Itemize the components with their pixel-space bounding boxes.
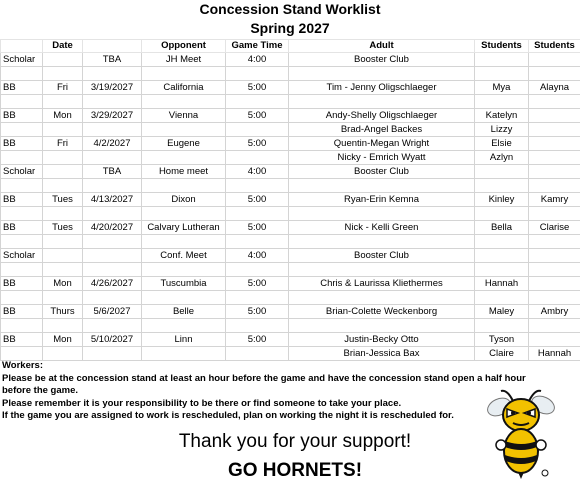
student-cell-2 (529, 109, 580, 123)
event-type-cell: BB (1, 137, 43, 151)
student-cell-2 (529, 249, 580, 263)
day-cell: Fri (43, 137, 83, 151)
adult-cell (289, 207, 475, 221)
table-row (1, 305, 580, 319)
student-cell-1: Lizzy (475, 123, 529, 137)
notes-line: If the game you are assigned to work is rescheduled, plan on working the night it is rescheduled for. (2, 410, 454, 421)
table-row (1, 109, 580, 123)
col-header-students-2: Students (529, 40, 580, 53)
date-cell (83, 67, 142, 81)
event-type-cell: BB (1, 193, 43, 207)
date-cell: 4/20/2027 (83, 221, 142, 235)
table-row (1, 193, 580, 207)
event-type-cell: BB (1, 221, 43, 235)
table-row (1, 67, 580, 81)
game-time-cell (226, 67, 289, 81)
table-row (1, 291, 580, 305)
event-type-cell: BB (1, 109, 43, 123)
student-cell-1: Azlyn (475, 151, 529, 165)
thanks-text: Thank you for your support! (178, 431, 412, 452)
hornet-mascot-icon (485, 385, 557, 480)
student-cell-1 (475, 67, 529, 81)
student-cell-2: Hannah (529, 347, 580, 361)
student-cell-2 (529, 67, 580, 81)
student-cell-1: Maley (475, 305, 529, 319)
day-cell (43, 151, 83, 165)
opponent-cell (142, 319, 226, 333)
student-cell-1 (475, 95, 529, 109)
student-cell-2: Kamry (529, 193, 580, 207)
day-cell (43, 291, 83, 305)
student-cell-1: Claire (475, 347, 529, 361)
game-time-cell: 5:00 (226, 81, 289, 95)
date-cell (83, 291, 142, 305)
worklist-table (0, 39, 580, 361)
table-row (1, 235, 580, 249)
adult-cell: Nick - Kelli Green (289, 221, 475, 235)
opponent-cell (142, 67, 226, 81)
opponent-cell (142, 347, 226, 361)
table-row (1, 151, 580, 165)
date-cell (83, 347, 142, 361)
student-cell-2 (529, 137, 580, 151)
col-header-date: Date (43, 40, 83, 53)
date-cell (83, 151, 142, 165)
student-cell-1: Elsie (475, 137, 529, 151)
workers-notes (2, 360, 562, 423)
student-cell-2: Ambry (529, 305, 580, 319)
game-time-cell (226, 263, 289, 277)
day-cell (43, 179, 83, 193)
opponent-cell: Conf. Meet (142, 249, 226, 263)
student-cell-1 (475, 319, 529, 333)
event-type-cell (1, 151, 43, 165)
table-row (1, 81, 580, 95)
game-time-cell (226, 235, 289, 249)
adult-cell: Brian-Colette Weckenborg (289, 305, 475, 319)
day-cell (43, 67, 83, 81)
col-header-opponent: Opponent (142, 40, 226, 53)
day-cell: Mon (43, 277, 83, 291)
student-cell-2: Alayna (529, 81, 580, 95)
game-time-cell (226, 207, 289, 221)
opponent-cell: Calvary Lutheran (142, 221, 226, 235)
game-time-cell (226, 151, 289, 165)
day-cell: Mon (43, 333, 83, 347)
game-time-cell (226, 179, 289, 193)
opponent-cell: JH Meet (142, 53, 226, 67)
date-cell: TBA (83, 165, 142, 179)
adult-cell (289, 235, 475, 249)
game-time-cell (226, 95, 289, 109)
date-cell: 4/26/2027 (83, 277, 142, 291)
student-cell-1 (475, 179, 529, 193)
table-row (1, 277, 580, 291)
day-cell (43, 123, 83, 137)
notes-line: before the game. (2, 385, 79, 396)
day-cell: Tues (43, 221, 83, 235)
opponent-cell: Dixon (142, 193, 226, 207)
event-type-cell (1, 123, 43, 137)
day-cell (43, 95, 83, 109)
page-subtitle: Spring 2027 (250, 20, 330, 36)
opponent-cell: Home meet (142, 165, 226, 179)
game-time-cell: 5:00 (226, 221, 289, 235)
opponent-cell: Eugene (142, 137, 226, 151)
adult-cell: Brian-Jessica Bax (289, 347, 475, 361)
day-cell (43, 165, 83, 179)
student-cell-2 (529, 179, 580, 193)
student-cell-2: Clarise (529, 221, 580, 235)
day-cell (43, 235, 83, 249)
opponent-cell: Vienna (142, 109, 226, 123)
day-cell (43, 53, 83, 67)
adult-cell: Booster Club (289, 249, 475, 263)
table-row (1, 123, 580, 137)
adult-cell: Tim - Jenny Oligschlaeger (289, 81, 475, 95)
page-title: Concession Stand Worklist (199, 1, 381, 17)
student-cell-2 (529, 207, 580, 221)
adult-cell: Nicky - Emrich Wyatt (289, 151, 475, 165)
game-time-cell: 4:00 (226, 165, 289, 179)
student-cell-1: Hannah (475, 277, 529, 291)
student-cell-2 (529, 319, 580, 333)
opponent-cell: Belle (142, 305, 226, 319)
student-cell-1 (475, 207, 529, 221)
event-type-cell (1, 95, 43, 109)
day-cell (43, 207, 83, 221)
adult-cell: Brad-Angel Backes (289, 123, 475, 137)
date-cell (83, 123, 142, 137)
day-cell: Fri (43, 81, 83, 95)
table-row (1, 319, 580, 333)
table-row (1, 137, 580, 151)
student-cell-2 (529, 95, 580, 109)
col-header-students-1: Students (475, 40, 529, 53)
date-cell (83, 319, 142, 333)
date-cell (83, 207, 142, 221)
student-cell-1: Kinley (475, 193, 529, 207)
date-cell (83, 263, 142, 277)
student-cell-2 (529, 165, 580, 179)
event-type-cell (1, 291, 43, 305)
adult-cell: Ryan-Erin Kemna (289, 193, 475, 207)
col-header-adult: Adult (289, 40, 475, 53)
opponent-cell: Tuscumbia (142, 277, 226, 291)
student-cell-1 (475, 291, 529, 305)
game-time-cell: 5:00 (226, 305, 289, 319)
notes-line: Please remember it is your responsibility to be there or find someone to take your place. (2, 397, 402, 409)
game-time-cell: 5:00 (226, 193, 289, 207)
table-row (1, 53, 580, 67)
date-cell (83, 95, 142, 109)
date-cell: TBA (83, 53, 142, 67)
table-row (1, 165, 580, 179)
event-type-cell: BB (1, 333, 43, 347)
student-cell-1: Katelyn (475, 109, 529, 123)
date-cell: 3/19/2027 (83, 81, 142, 95)
opponent-cell (142, 207, 226, 221)
table-row (1, 95, 580, 109)
student-cell-2 (529, 277, 580, 291)
adult-cell (289, 95, 475, 109)
table-row (1, 249, 580, 263)
event-type-cell (1, 347, 43, 361)
adult-cell (289, 67, 475, 81)
opponent-cell (142, 291, 226, 305)
table-body (1, 53, 580, 361)
adult-cell: Booster Club (289, 53, 475, 67)
student-cell-1 (475, 235, 529, 249)
date-cell (83, 249, 142, 263)
student-cell-2 (529, 263, 580, 277)
col-header-game-time: Game Time (226, 40, 289, 53)
date-cell: 5/6/2027 (83, 305, 142, 319)
opponent-cell: Linn (142, 333, 226, 347)
event-type-cell: Scholar (1, 165, 43, 179)
day-cell (43, 249, 83, 263)
adult-cell: Chris & Laurissa Kliethermes (289, 277, 475, 291)
col-header-date-value (83, 40, 142, 53)
student-cell-1: Tyson (475, 333, 529, 347)
adult-cell (289, 179, 475, 193)
table-row (1, 263, 580, 277)
event-type-cell (1, 67, 43, 81)
adult-cell (289, 319, 475, 333)
opponent-cell: California (142, 81, 226, 95)
opponent-cell (142, 151, 226, 165)
event-type-cell (1, 179, 43, 193)
event-type-cell: BB (1, 81, 43, 95)
opponent-cell (142, 95, 226, 109)
opponent-cell (142, 235, 226, 249)
game-time-cell: 5:00 (226, 277, 289, 291)
adult-cell (289, 291, 475, 305)
date-cell (83, 179, 142, 193)
student-cell-2 (529, 291, 580, 305)
date-cell: 5/10/2027 (83, 333, 142, 347)
student-cell-1 (475, 53, 529, 67)
student-cell-1: Mya (475, 81, 529, 95)
opponent-cell (142, 179, 226, 193)
day-cell (43, 263, 83, 277)
col-header-type (1, 40, 43, 53)
adult-cell (289, 263, 475, 277)
student-cell-2 (529, 53, 580, 67)
game-time-cell (226, 319, 289, 333)
student-cell-1 (475, 249, 529, 263)
student-cell-2 (529, 151, 580, 165)
game-time-cell: 5:00 (226, 333, 289, 347)
game-time-cell: 4:00 (226, 53, 289, 67)
table-row (1, 179, 580, 193)
day-cell (43, 347, 83, 361)
game-time-cell: 5:00 (226, 137, 289, 151)
game-time-cell: 4:00 (226, 249, 289, 263)
notes-line: Please be at the concession stand at least an hour before the game and have the concession stand open a half hour (2, 372, 526, 384)
go-hornets-text: GO HORNETS! (227, 460, 363, 481)
event-type-cell: BB (1, 305, 43, 319)
table-row (1, 221, 580, 235)
notes-line: Workers: (2, 360, 44, 371)
event-type-cell (1, 263, 43, 277)
table-row (1, 347, 580, 361)
student-cell-1 (475, 165, 529, 179)
student-cell-1 (475, 263, 529, 277)
event-type-cell: BB (1, 277, 43, 291)
student-cell-2 (529, 333, 580, 347)
student-cell-2 (529, 235, 580, 249)
opponent-cell (142, 263, 226, 277)
event-type-cell: Scholar (1, 53, 43, 67)
game-time-cell (226, 347, 289, 361)
event-type-cell (1, 235, 43, 249)
event-type-cell (1, 207, 43, 221)
adult-cell: Booster Club (289, 165, 475, 179)
event-type-cell (1, 319, 43, 333)
table-row (1, 333, 580, 347)
day-cell: Tues (43, 193, 83, 207)
game-time-cell (226, 291, 289, 305)
day-cell (43, 319, 83, 333)
game-time-cell (226, 123, 289, 137)
event-type-cell: Scholar (1, 249, 43, 263)
date-cell: 4/2/2027 (83, 137, 142, 151)
adult-cell: Justin-Becky Otto (289, 333, 475, 347)
header-row (1, 40, 580, 53)
date-cell: 4/13/2027 (83, 193, 142, 207)
date-cell (83, 235, 142, 249)
student-cell-1: Bella (475, 221, 529, 235)
day-cell: Thurs (43, 305, 83, 319)
student-cell-2 (529, 123, 580, 137)
table-row (1, 207, 580, 221)
day-cell: Mon (43, 109, 83, 123)
opponent-cell (142, 123, 226, 137)
adult-cell: Andy-Shelly Oligschlaeger (289, 109, 475, 123)
date-cell: 3/29/2027 (83, 109, 142, 123)
game-time-cell: 5:00 (226, 109, 289, 123)
adult-cell: Quentin-Megan Wright (289, 137, 475, 151)
